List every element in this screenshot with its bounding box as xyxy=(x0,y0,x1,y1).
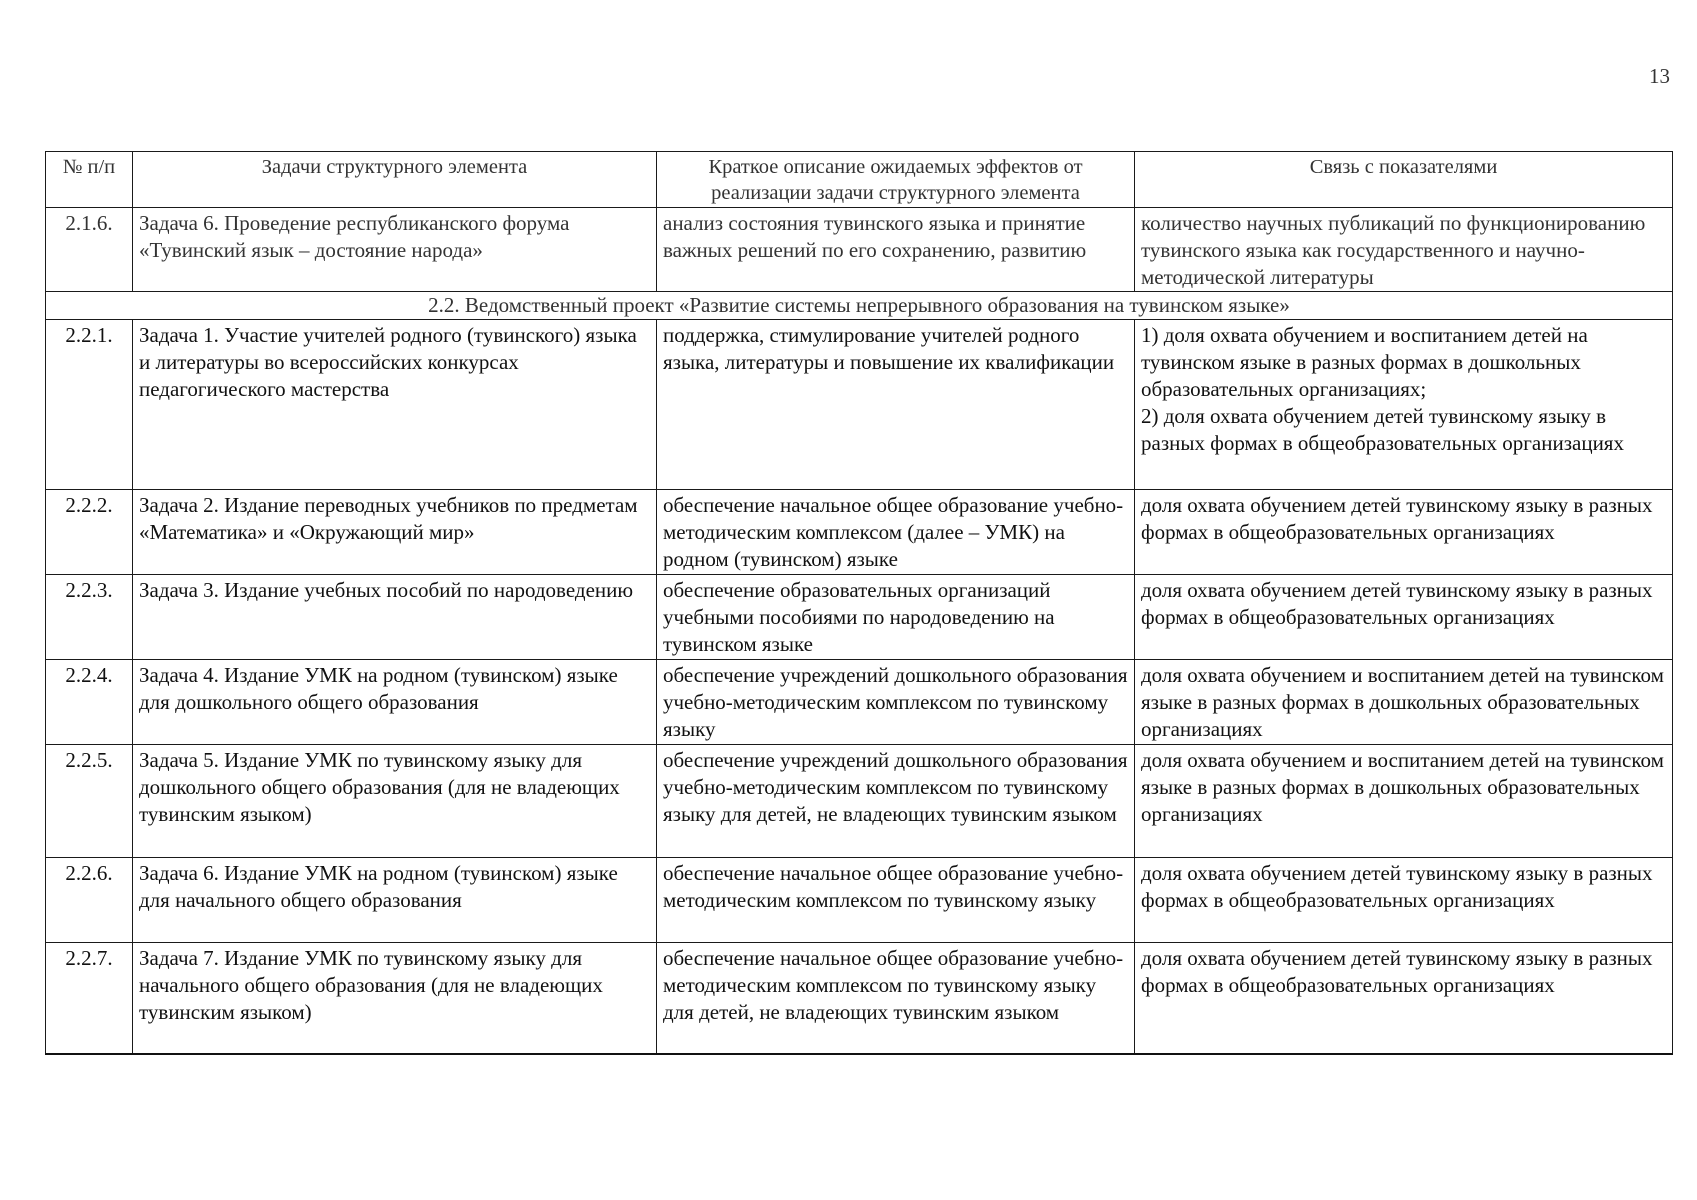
row-number: 2.2.3. xyxy=(46,575,133,660)
table-row xyxy=(46,660,1673,745)
row-indicators: количество научных публикаций по функционированию тувинского языка как государственного и научно-методической литературы xyxy=(1135,208,1673,292)
row-task: Задача 2. Издание переводных учебников по предметам «Математика» и «Окружающий мир» xyxy=(133,490,657,575)
indicator-item: 1) доля охвата обучением и воспитанием детей на тувинском языке в разных формах в дошкольных образовательных организациях; xyxy=(1141,323,1588,401)
table-row xyxy=(46,858,1673,943)
indicator-item: 2) доля охвата обучением детей тувинскому языку в разных формах в общеобразовательных организациях xyxy=(1141,404,1624,455)
section-row xyxy=(46,292,1673,320)
page-number: 13 xyxy=(1649,64,1670,88)
row-task: Задача 7. Издание УМК по тувинскому языку для начального общего образования (для не владеющих тувинским языком) xyxy=(133,943,657,1054)
row-number: 2.2.5. xyxy=(46,745,133,858)
row-indicators: доля охвата обучением детей тувинскому языку в разных формах в общеобразовательных организациях xyxy=(1135,490,1673,575)
header-indicators: Связь с показателями xyxy=(1135,152,1673,208)
row-number: 2.2.2. xyxy=(46,490,133,575)
row-number: 2.2.7. xyxy=(46,943,133,1054)
header-effects: Краткое описание ожидаемых эффектов от реализации задачи структурного элемента xyxy=(657,152,1135,208)
row-number: 2.2.1. xyxy=(46,320,133,490)
row-effect: анализ состояния тувинского языка и принятие важных решений по его сохранению, развитию xyxy=(657,208,1135,292)
row-indicators: доля охвата обучением детей тувинскому языку в разных формах в общеобразовательных организациях xyxy=(1135,943,1673,1054)
row-effect: обеспечение учреждений дошкольного образования учебно-методическим комплексом по тувинскому языку для детей, не владеющих тувинским языком xyxy=(657,745,1135,858)
row-effect: обеспечение начальное общее образование учебно-методическим комплексом по тувинскому языку xyxy=(657,858,1135,943)
table-row xyxy=(46,208,1673,292)
table-row xyxy=(46,575,1673,660)
row-effect: поддержка, стимулирование учителей родного языка, литературы и повышение их квалификации xyxy=(657,320,1135,490)
tasks-table xyxy=(45,151,1673,1055)
row-effect: обеспечение учреждений дошкольного образования учебно-методическим комплексом по тувинскому языку xyxy=(657,660,1135,745)
table-header-row xyxy=(46,152,1673,208)
row-task: Задача 6. Издание УМК на родном (тувинском) языке для начального общего образования xyxy=(133,858,657,943)
table-row xyxy=(46,745,1673,858)
header-number: № п/п xyxy=(46,152,133,208)
table-row xyxy=(46,943,1673,1054)
row-indicators xyxy=(1135,320,1673,490)
row-effect: обеспечение начальное общее образование учебно-методическим комплексом по тувинскому языку для детей, не владеющих тувинским языком xyxy=(657,943,1135,1054)
row-effect: обеспечение начальное общее образование учебно-методическим комплексом (далее – УМК) на родном (тувинском) языке xyxy=(657,490,1135,575)
row-task: Задача 5. Издание УМК по тувинскому языку для дошкольного общего образования (для не владеющих тувинским языком) xyxy=(133,745,657,858)
row-task: Задача 6. Проведение республиканского форума «Тувинский язык – достояние народа» xyxy=(133,208,657,292)
row-indicators: доля охвата обучением детей тувинскому языку в разных формах в общеобразовательных организациях xyxy=(1135,858,1673,943)
row-indicators: доля охвата обучением и воспитанием детей на тувинском языке в разных формах в дошкольных образовательных организациях xyxy=(1135,745,1673,858)
table-row xyxy=(46,490,1673,575)
row-number: 2.1.6. xyxy=(46,208,133,292)
row-number: 2.2.6. xyxy=(46,858,133,943)
row-number: 2.2.4. xyxy=(46,660,133,745)
row-indicators: доля охвата обучением и воспитанием детей на тувинском языке в разных формах в дошкольных образовательных организациях xyxy=(1135,660,1673,745)
row-indicators: доля охвата обучением детей тувинскому языку в разных формах в общеобразовательных организациях xyxy=(1135,575,1673,660)
row-task: Задача 4. Издание УМК на родном (тувинском) языке для дошкольного общего образования xyxy=(133,660,657,745)
row-task: Задача 1. Участие учителей родного (тувинского) языка и литературы во всероссийских конкурсах педагогического мастерства xyxy=(133,320,657,490)
row-task: Задача 3. Издание учебных пособий по народоведению xyxy=(133,575,657,660)
header-tasks: Задачи структурного элемента xyxy=(133,152,657,208)
section-title: 2.2. Ведомственный проект «Развитие системы непрерывного образования на тувинском языке» xyxy=(46,292,1673,320)
table-row xyxy=(46,320,1673,490)
row-effect: обеспечение образовательных организаций учебными пособиями по народоведению на тувинском языке xyxy=(657,575,1135,660)
